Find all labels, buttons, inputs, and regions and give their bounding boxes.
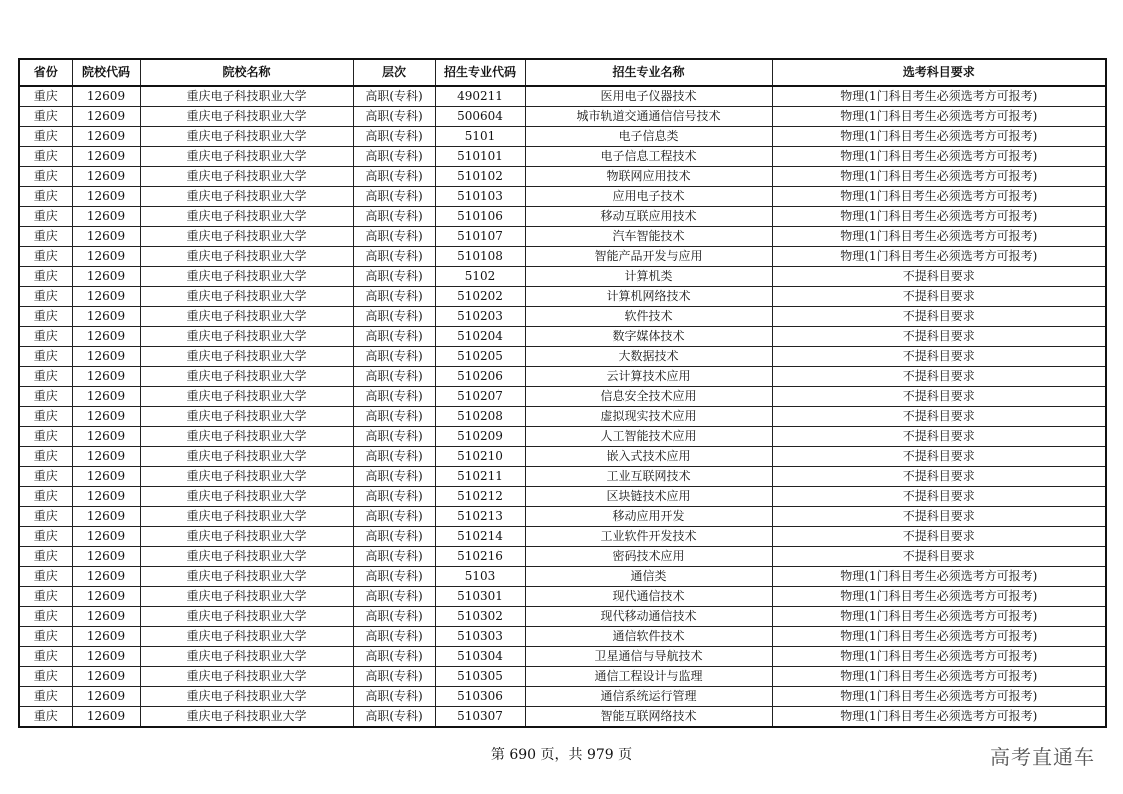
cell-school-code: 12609 — [72, 307, 140, 327]
cell-major-name: 智能互联网络技术 — [525, 707, 772, 728]
cell-major-code: 510208 — [435, 407, 525, 427]
cell-level: 高职(专科) — [353, 687, 435, 707]
cell-major-name: 通信类 — [525, 567, 772, 587]
cell-province: 重庆 — [19, 107, 72, 127]
cell-school-code: 12609 — [72, 187, 140, 207]
cell-province: 重庆 — [19, 407, 72, 427]
cell-major-code: 510302 — [435, 607, 525, 627]
cell-major-name: 物联网应用技术 — [525, 167, 772, 187]
cell-school-name: 重庆电子科技职业大学 — [140, 607, 353, 627]
cell-major-code: 510202 — [435, 287, 525, 307]
cell-subject-requirement: 物理(1门科目考生必须选考方可报考) — [772, 707, 1106, 728]
cell-major-name: 工业互联网技术 — [525, 467, 772, 487]
cell-school-name: 重庆电子科技职业大学 — [140, 147, 353, 167]
cell-major-code: 510214 — [435, 527, 525, 547]
cell-major-code: 510206 — [435, 367, 525, 387]
cell-major-name: 移动互联应用技术 — [525, 207, 772, 227]
cell-subject-requirement: 物理(1门科目考生必须选考方可报考) — [772, 147, 1106, 167]
header-major-name: 招生专业名称 — [525, 59, 772, 86]
header-level: 层次 — [353, 59, 435, 86]
cell-level: 高职(专科) — [353, 167, 435, 187]
cell-major-name: 工业软件开发技术 — [525, 527, 772, 547]
cell-school-code: 12609 — [72, 127, 140, 147]
cell-school-code: 12609 — [72, 267, 140, 287]
table-body — [19, 86, 1106, 727]
cell-subject-requirement: 不提科目要求 — [772, 507, 1106, 527]
cell-school-code: 12609 — [72, 547, 140, 567]
cell-school-code: 12609 — [72, 647, 140, 667]
cell-subject-requirement: 物理(1门科目考生必须选考方可报考) — [772, 227, 1106, 247]
cell-school-name: 重庆电子科技职业大学 — [140, 127, 353, 147]
cell-major-code: 510212 — [435, 487, 525, 507]
cell-major-name: 信息安全技术应用 — [525, 387, 772, 407]
cell-school-name: 重庆电子科技职业大学 — [140, 427, 353, 447]
cell-major-code: 510305 — [435, 667, 525, 687]
header-province: 省份 — [19, 59, 72, 86]
table-row — [19, 467, 1106, 487]
cell-province: 重庆 — [19, 227, 72, 247]
cell-major-code: 5101 — [435, 127, 525, 147]
cell-school-name: 重庆电子科技职业大学 — [140, 347, 353, 367]
cell-province: 重庆 — [19, 467, 72, 487]
table-row — [19, 147, 1106, 167]
cell-level: 高职(专科) — [353, 407, 435, 427]
cell-major-code: 510207 — [435, 387, 525, 407]
cell-major-name: 汽车智能技术 — [525, 227, 772, 247]
cell-province: 重庆 — [19, 627, 72, 647]
cell-province: 重庆 — [19, 667, 72, 687]
cell-school-name: 重庆电子科技职业大学 — [140, 247, 353, 267]
cell-school-name: 重庆电子科技职业大学 — [140, 267, 353, 287]
cell-major-code: 510101 — [435, 147, 525, 167]
cell-school-code: 12609 — [72, 207, 140, 227]
cell-subject-requirement: 不提科目要求 — [772, 387, 1106, 407]
cell-major-name: 现代移动通信技术 — [525, 607, 772, 627]
cell-school-code: 12609 — [72, 527, 140, 547]
cell-province: 重庆 — [19, 367, 72, 387]
cell-subject-requirement: 物理(1门科目考生必须选考方可报考) — [772, 667, 1106, 687]
table-row — [19, 86, 1106, 107]
cell-school-name: 重庆电子科技职业大学 — [140, 687, 353, 707]
cell-major-name: 卫星通信与导航技术 — [525, 647, 772, 667]
cell-major-name: 电子信息工程技术 — [525, 147, 772, 167]
cell-school-name: 重庆电子科技职业大学 — [140, 387, 353, 407]
cell-major-code: 510107 — [435, 227, 525, 247]
cell-major-name: 移动应用开发 — [525, 507, 772, 527]
table-row — [19, 167, 1106, 187]
cell-school-code: 12609 — [72, 227, 140, 247]
cell-school-code: 12609 — [72, 447, 140, 467]
table-row — [19, 187, 1106, 207]
cell-school-name: 重庆电子科技职业大学 — [140, 667, 353, 687]
cell-major-name: 云计算技术应用 — [525, 367, 772, 387]
cell-major-code: 510102 — [435, 167, 525, 187]
cell-major-name: 通信软件技术 — [525, 627, 772, 647]
table-row — [19, 327, 1106, 347]
cell-school-code: 12609 — [72, 407, 140, 427]
cell-province: 重庆 — [19, 86, 72, 107]
cell-subject-requirement: 物理(1门科目考生必须选考方可报考) — [772, 207, 1106, 227]
table-row — [19, 307, 1106, 327]
header-school-code: 院校代码 — [72, 59, 140, 86]
cell-subject-requirement: 不提科目要求 — [772, 527, 1106, 547]
cell-major-code: 5103 — [435, 567, 525, 587]
cell-school-code: 12609 — [72, 167, 140, 187]
header-school-name: 院校名称 — [140, 59, 353, 86]
table-row — [19, 247, 1106, 267]
cell-school-name: 重庆电子科技职业大学 — [140, 167, 353, 187]
cell-level: 高职(专科) — [353, 86, 435, 107]
cell-school-name: 重庆电子科技职业大学 — [140, 467, 353, 487]
cell-school-name: 重庆电子科技职业大学 — [140, 307, 353, 327]
cell-school-code: 12609 — [72, 367, 140, 387]
cell-major-code: 510303 — [435, 627, 525, 647]
cell-school-name: 重庆电子科技职业大学 — [140, 627, 353, 647]
cell-subject-requirement: 不提科目要求 — [772, 307, 1106, 327]
cell-school-name: 重庆电子科技职业大学 — [140, 107, 353, 127]
cell-school-code: 12609 — [72, 247, 140, 267]
table-row — [19, 487, 1106, 507]
table-row — [19, 227, 1106, 247]
cell-level: 高职(专科) — [353, 527, 435, 547]
table-row — [19, 267, 1106, 287]
cell-subject-requirement: 物理(1门科目考生必须选考方可报考) — [772, 687, 1106, 707]
cell-subject-requirement: 不提科目要求 — [772, 327, 1106, 347]
cell-level: 高职(专科) — [353, 627, 435, 647]
table-row — [19, 507, 1106, 527]
cell-school-name: 重庆电子科技职业大学 — [140, 487, 353, 507]
cell-level: 高职(专科) — [353, 607, 435, 627]
cell-province: 重庆 — [19, 707, 72, 728]
cell-school-code: 12609 — [72, 347, 140, 367]
cell-school-name: 重庆电子科技职业大学 — [140, 547, 353, 567]
cell-major-name: 人工智能技术应用 — [525, 427, 772, 447]
cell-school-code: 12609 — [72, 327, 140, 347]
cell-major-name: 现代通信技术 — [525, 587, 772, 607]
cell-major-code: 510211 — [435, 467, 525, 487]
cell-major-code: 500604 — [435, 107, 525, 127]
cell-major-code: 510306 — [435, 687, 525, 707]
cell-school-name: 重庆电子科技职业大学 — [140, 207, 353, 227]
cell-school-code: 12609 — [72, 507, 140, 527]
cell-level: 高职(专科) — [353, 287, 435, 307]
cell-school-code: 12609 — [72, 567, 140, 587]
cell-subject-requirement: 物理(1门科目考生必须选考方可报考) — [772, 86, 1106, 107]
cell-province: 重庆 — [19, 487, 72, 507]
cell-school-name: 重庆电子科技职业大学 — [140, 367, 353, 387]
cell-province: 重庆 — [19, 267, 72, 287]
cell-major-code: 510210 — [435, 447, 525, 467]
cell-province: 重庆 — [19, 327, 72, 347]
cell-major-code: 510103 — [435, 187, 525, 207]
cell-subject-requirement: 不提科目要求 — [772, 547, 1106, 567]
table-row — [19, 707, 1106, 728]
cell-province: 重庆 — [19, 307, 72, 327]
cell-province: 重庆 — [19, 527, 72, 547]
cell-school-name: 重庆电子科技职业大学 — [140, 447, 353, 467]
cell-province: 重庆 — [19, 147, 72, 167]
cell-province: 重庆 — [19, 207, 72, 227]
cell-major-name: 密码技术应用 — [525, 547, 772, 567]
table-row — [19, 387, 1106, 407]
cell-major-name: 软件技术 — [525, 307, 772, 327]
watermark-logo: 高考直通车 — [990, 745, 1095, 769]
cell-province: 重庆 — [19, 387, 72, 407]
cell-major-name: 通信工程设计与监理 — [525, 667, 772, 687]
cell-major-code: 510106 — [435, 207, 525, 227]
cell-school-code: 12609 — [72, 287, 140, 307]
cell-level: 高职(专科) — [353, 307, 435, 327]
cell-school-code: 12609 — [72, 667, 140, 687]
cell-province: 重庆 — [19, 127, 72, 147]
cell-major-name: 区块链技术应用 — [525, 487, 772, 507]
cell-subject-requirement: 物理(1门科目考生必须选考方可报考) — [772, 647, 1106, 667]
cell-level: 高职(专科) — [353, 447, 435, 467]
cell-major-name: 城市轨道交通通信信号技术 — [525, 107, 772, 127]
cell-school-code: 12609 — [72, 387, 140, 407]
table-row — [19, 367, 1106, 387]
cell-province: 重庆 — [19, 507, 72, 527]
table-header-row — [19, 59, 1106, 86]
cell-major-name: 计算机网络技术 — [525, 287, 772, 307]
cell-school-code: 12609 — [72, 487, 140, 507]
cell-subject-requirement: 物理(1门科目考生必须选考方可报考) — [772, 167, 1106, 187]
cell-province: 重庆 — [19, 607, 72, 627]
cell-level: 高职(专科) — [353, 547, 435, 567]
cell-subject-requirement: 不提科目要求 — [772, 367, 1106, 387]
cell-level: 高职(专科) — [353, 667, 435, 687]
table-row — [19, 667, 1106, 687]
cell-level: 高职(专科) — [353, 327, 435, 347]
cell-major-code: 510203 — [435, 307, 525, 327]
cell-school-name: 重庆电子科技职业大学 — [140, 187, 353, 207]
cell-province: 重庆 — [19, 447, 72, 467]
cell-school-code: 12609 — [72, 687, 140, 707]
cell-level: 高职(专科) — [353, 227, 435, 247]
table-row — [19, 627, 1106, 647]
cell-school-name: 重庆电子科技职业大学 — [140, 587, 353, 607]
cell-level: 高职(专科) — [353, 367, 435, 387]
table-row — [19, 527, 1106, 547]
cell-major-code: 510205 — [435, 347, 525, 367]
cell-subject-requirement: 不提科目要求 — [772, 267, 1106, 287]
cell-level: 高职(专科) — [353, 267, 435, 287]
cell-major-name: 计算机类 — [525, 267, 772, 287]
table-row — [19, 427, 1106, 447]
table-row — [19, 587, 1106, 607]
cell-level: 高职(专科) — [353, 427, 435, 447]
cell-major-name: 应用电子技术 — [525, 187, 772, 207]
cell-school-code: 12609 — [72, 627, 140, 647]
cell-level: 高职(专科) — [353, 387, 435, 407]
cell-subject-requirement: 物理(1门科目考生必须选考方可报考) — [772, 187, 1106, 207]
cell-major-code: 510213 — [435, 507, 525, 527]
cell-subject-requirement: 物理(1门科目考生必须选考方可报考) — [772, 247, 1106, 267]
cell-major-code: 510301 — [435, 587, 525, 607]
cell-province: 重庆 — [19, 587, 72, 607]
cell-school-name: 重庆电子科技职业大学 — [140, 86, 353, 107]
cell-province: 重庆 — [19, 567, 72, 587]
cell-school-name: 重庆电子科技职业大学 — [140, 647, 353, 667]
cell-province: 重庆 — [19, 687, 72, 707]
cell-school-name: 重庆电子科技职业大学 — [140, 527, 353, 547]
table-row — [19, 547, 1106, 567]
cell-major-name: 智能产品开发与应用 — [525, 247, 772, 267]
admissions-table — [18, 58, 1107, 728]
cell-province: 重庆 — [19, 247, 72, 267]
cell-province: 重庆 — [19, 347, 72, 367]
table-row — [19, 607, 1106, 627]
cell-subject-requirement: 不提科目要求 — [772, 467, 1106, 487]
table-row — [19, 347, 1106, 367]
table-row — [19, 127, 1106, 147]
cell-province: 重庆 — [19, 287, 72, 307]
cell-school-name: 重庆电子科技职业大学 — [140, 227, 353, 247]
cell-subject-requirement: 不提科目要求 — [772, 407, 1106, 427]
cell-subject-requirement: 物理(1门科目考生必须选考方可报考) — [772, 607, 1106, 627]
cell-level: 高职(专科) — [353, 207, 435, 227]
cell-major-code: 5102 — [435, 267, 525, 287]
cell-major-name: 通信系统运行管理 — [525, 687, 772, 707]
cell-school-name: 重庆电子科技职业大学 — [140, 287, 353, 307]
cell-subject-requirement: 不提科目要求 — [772, 287, 1106, 307]
table-row — [19, 687, 1106, 707]
cell-major-code: 510204 — [435, 327, 525, 347]
cell-school-code: 12609 — [72, 86, 140, 107]
cell-subject-requirement: 不提科目要求 — [772, 347, 1106, 367]
cell-province: 重庆 — [19, 647, 72, 667]
cell-major-code: 510108 — [435, 247, 525, 267]
cell-school-name: 重庆电子科技职业大学 — [140, 407, 353, 427]
cell-level: 高职(专科) — [353, 147, 435, 167]
table-row — [19, 647, 1106, 667]
cell-major-name: 数字媒体技术 — [525, 327, 772, 347]
cell-school-code: 12609 — [72, 427, 140, 447]
cell-level: 高职(专科) — [353, 487, 435, 507]
cell-major-name: 电子信息类 — [525, 127, 772, 147]
header-major-code: 招生专业代码 — [435, 59, 525, 86]
cell-level: 高职(专科) — [353, 187, 435, 207]
table-row — [19, 207, 1106, 227]
cell-province: 重庆 — [19, 167, 72, 187]
cell-subject-requirement: 物理(1门科目考生必须选考方可报考) — [772, 567, 1106, 587]
table-row — [19, 407, 1106, 427]
cell-subject-requirement: 不提科目要求 — [772, 447, 1106, 467]
cell-major-code: 510307 — [435, 707, 525, 728]
cell-subject-requirement: 物理(1门科目考生必须选考方可报考) — [772, 627, 1106, 647]
cell-school-name: 重庆电子科技职业大学 — [140, 707, 353, 728]
cell-subject-requirement: 物理(1门科目考生必须选考方可报考) — [772, 107, 1106, 127]
cell-major-code: 490211 — [435, 86, 525, 107]
cell-level: 高职(专科) — [353, 127, 435, 147]
table-row — [19, 287, 1106, 307]
cell-subject-requirement: 物理(1门科目考生必须选考方可报考) — [772, 587, 1106, 607]
cell-major-code: 510209 — [435, 427, 525, 447]
cell-province: 重庆 — [19, 187, 72, 207]
cell-level: 高职(专科) — [353, 587, 435, 607]
cell-major-code: 510304 — [435, 647, 525, 667]
cell-level: 高职(专科) — [353, 107, 435, 127]
cell-level: 高职(专科) — [353, 347, 435, 367]
cell-school-code: 12609 — [72, 587, 140, 607]
cell-major-name: 大数据技术 — [525, 347, 772, 367]
cell-province: 重庆 — [19, 547, 72, 567]
cell-province: 重庆 — [19, 427, 72, 447]
header-subject-requirement: 选考科目要求 — [772, 59, 1106, 86]
cell-major-name: 医用电子仪器技术 — [525, 86, 772, 107]
cell-school-code: 12609 — [72, 107, 140, 127]
cell-school-name: 重庆电子科技职业大学 — [140, 507, 353, 527]
cell-school-code: 12609 — [72, 707, 140, 728]
cell-subject-requirement: 不提科目要求 — [772, 487, 1106, 507]
cell-level: 高职(专科) — [353, 567, 435, 587]
cell-subject-requirement: 不提科目要求 — [772, 427, 1106, 447]
cell-school-code: 12609 — [72, 147, 140, 167]
cell-school-code: 12609 — [72, 607, 140, 627]
page-number: 第 690 页，共 979 页 — [490, 747, 633, 763]
table-row — [19, 447, 1106, 467]
cell-level: 高职(专科) — [353, 507, 435, 527]
cell-school-name: 重庆电子科技职业大学 — [140, 567, 353, 587]
cell-level: 高职(专科) — [353, 647, 435, 667]
cell-school-code: 12609 — [72, 467, 140, 487]
cell-school-name: 重庆电子科技职业大学 — [140, 327, 353, 347]
cell-major-code: 510216 — [435, 547, 525, 567]
cell-subject-requirement: 物理(1门科目考生必须选考方可报考) — [772, 127, 1106, 147]
table-row — [19, 567, 1106, 587]
table-row — [19, 107, 1106, 127]
cell-level: 高职(专科) — [353, 467, 435, 487]
cell-level: 高职(专科) — [353, 707, 435, 728]
cell-level: 高职(专科) — [353, 247, 435, 267]
cell-major-name: 虚拟现实技术应用 — [525, 407, 772, 427]
cell-major-name: 嵌入式技术应用 — [525, 447, 772, 467]
